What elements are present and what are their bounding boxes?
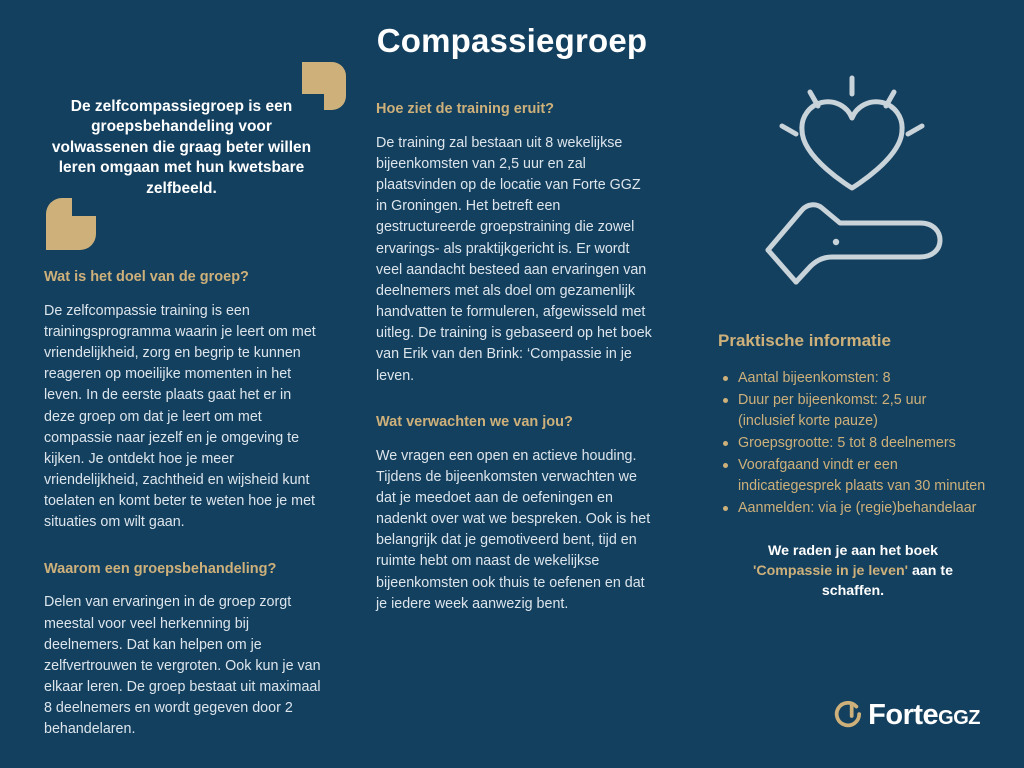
practical-info-list xyxy=(718,368,986,518)
list-item: Duur per bijeenkomst: 2,5 uur (inclusief korte pauze) xyxy=(736,390,986,431)
book-recommendation-note xyxy=(728,542,978,602)
right-column xyxy=(718,330,986,602)
body-wat-verwachten-we: We vragen een open en actieve houding. Tijdens de bijeenkomsten verwachten we dat je meedoet aan de oefeningen en nadenkt over wat we bespreken. Ook is het belangrijk dat je gemotiveerd bent, tijd en ruimte hebt om naast de wekelijkse bijeenkomsten ook thuis te oefenen en dat je iedere week aanwezig bent. xyxy=(376,447,651,612)
logo-suffix: GGZ xyxy=(938,707,980,729)
body-waarom-groepsbehandeling: Delen van ervaringen in de groep zorgt meestal voor veel herkenning bij deelnemers. Dat kan helpen om je zelfvertrouwen te vergroten. Ook kun je van elkaar leren. De groep bestaat uit maximaal 8 deelnemers en wordt gegeven door 2 behandelaren. xyxy=(44,594,321,738)
list-item: Aanmelden: via je (regie)behandelaar xyxy=(736,498,986,518)
body-training-eruit: De training zal bestaan uit 8 wekelijkse bijeenkomsten van 2,5 uur en zal plaatsvinden op de locatie van Forte GGZ in Groningen. Het betreft een gestructureerde groepstraining die zowel ervarings- als praktijkgericht is. Er wordt veel aandacht besteed aan ervaringen van deelnemers met als doel om gezamenlijk handvatten te formuleren, afgewisseld met uitleg. De training is gebaseerd op het boek van Erik van den Brink: ‘Compassie in je leven. xyxy=(376,134,652,384)
left-column xyxy=(44,268,324,741)
note-text-part2: aan te schaffen. xyxy=(821,563,953,599)
logo-name: Forte xyxy=(868,699,939,731)
heading-wat-verwachten-we: Wat verwachten we van jou? xyxy=(376,413,573,430)
page-title: Compassiegroep xyxy=(376,22,648,59)
list-item: Aantal bijeenkomsten: 8 xyxy=(736,368,986,388)
lead-paragraph: De zelfcompassiegroep is een groepsbehandeling voor volwassenen die graag beter willen leren omgaan met hun kwetsbare zelfbeeld. xyxy=(51,98,312,197)
list-item: Voorafgaand vindt er een indicatiegesprek plaats van 30 minuten xyxy=(736,455,986,496)
forte-ggz-logo xyxy=(832,699,980,732)
heading-training-eruit: Hoe ziet de training eruit? xyxy=(376,101,555,117)
note-text-part1: We raden je aan het boek xyxy=(767,543,939,560)
heading-waarom-groepsbehandeling: Waarom een groepsbehandeling? xyxy=(44,560,277,577)
heart-in-hand-icon xyxy=(744,60,974,290)
heading-praktische-informatie: Praktische informatie xyxy=(718,331,891,350)
heading-doel-van-de-groep: Wat is het doel van de groep? xyxy=(44,269,249,285)
middle-column xyxy=(376,100,654,615)
quote-mark-decoration-bottom xyxy=(46,198,96,250)
body-doel-van-de-groep: De zelfcompassie training is een trainingsprogramma waarin je leert om met vriendelijkheid, zorg en begrip te kunnen reageren op moeilijke momenten in het leven. In de eerste plaats gaat het er in deze groep om dat je leert om met compassie naar jezelf en je omgeving te kijken. Je ontdekt hoe je meer vriendelijkheid, zachtheid en wijsheid kunt toelaten en komt beter te weten hoe je met situaties om wilt gaan. xyxy=(44,302,316,531)
forte-logo-mark-icon xyxy=(832,701,862,731)
note-book-title: 'Compassie in je leven' xyxy=(753,563,909,580)
list-item: Groepsgrootte: 5 tot 8 deelnemers xyxy=(736,433,986,453)
logo-wordmark xyxy=(868,699,980,732)
